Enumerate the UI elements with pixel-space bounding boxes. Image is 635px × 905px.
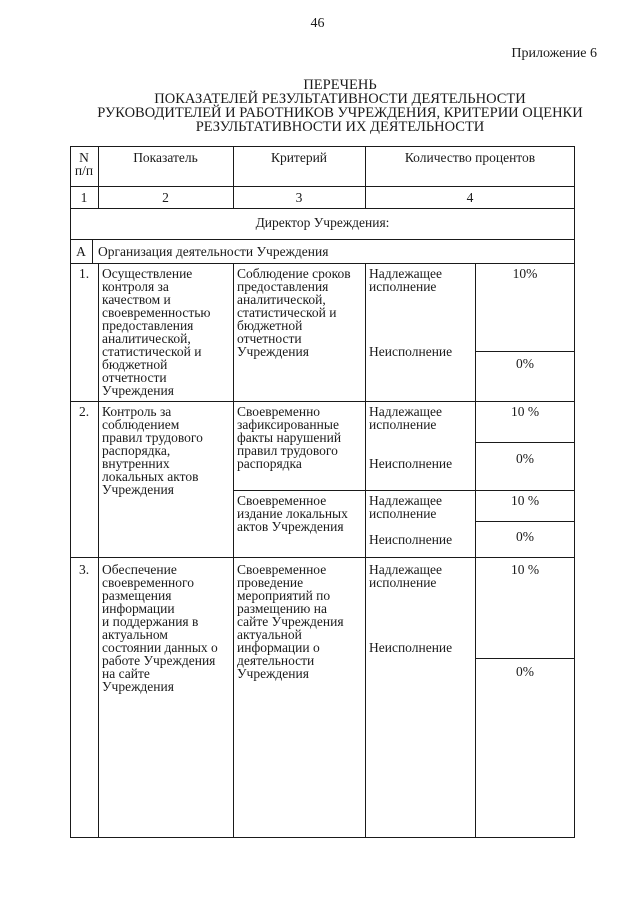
indicator-text: Контроль за соблюдением правил трудового распорядка, внутренних локальных актов Учреждения	[102, 404, 203, 497]
table-border-bottom	[70, 837, 575, 838]
table-rule	[475, 351, 575, 352]
table-rule	[70, 208, 575, 209]
index-cell: 3	[295, 190, 303, 205]
fulfilled-label: Надлежащее исполнение	[369, 266, 443, 294]
not-fulfilled-value: 0%	[516, 451, 534, 466]
fulfilled-value: 10 %	[510, 493, 540, 508]
indicators-table	[70, 146, 575, 838]
row-number: 2.	[78, 404, 90, 419]
criterion-text: Своевременное проведение мероприятий по размещению на сайте Учреждения актуальной информации о деятельности Учреждения	[237, 562, 344, 681]
not-fulfilled-value: 0%	[516, 529, 534, 544]
table-rule	[475, 442, 575, 443]
fulfilled-value: 10 %	[510, 404, 540, 419]
indicator-text: Осуществление контроля за качеством и своевременностью предоставления аналитической, статистической и бюджетной отчетности Учреждения	[102, 266, 211, 398]
heading-line: РУКОВОДИТЕЛЕЙ И РАБОТНИКОВ УЧРЕЖДЕНИЯ, КРИТЕРИИ ОЦЕНКИ	[97, 105, 583, 121]
heading-line: РЕЗУЛЬТАТИВНОСТИ ИХ ДЕЯТЕЛЬНОСТИ	[195, 119, 485, 135]
not-fulfilled-label: Неисполнение	[369, 456, 453, 471]
table-rule	[365, 263, 366, 838]
fulfilled-value: 10%	[512, 266, 538, 281]
not-fulfilled-label: Неисполнение	[369, 532, 453, 547]
table-rule	[98, 263, 99, 838]
not-fulfilled-label: Неисполнение	[369, 344, 453, 359]
group-title: Организация деятельности Учреждения	[98, 244, 329, 259]
index-cell: 2	[162, 190, 169, 205]
not-fulfilled-label: Неисполнение	[369, 640, 453, 655]
table-rule	[70, 557, 575, 558]
table-rule	[233, 490, 575, 491]
fulfilled-value: 10 %	[510, 562, 540, 577]
document-heading	[60, 78, 620, 134]
row-number: 3.	[78, 562, 90, 577]
table-rule	[70, 263, 575, 264]
criterion-text: Своевременно зафиксированные факты нарушений правил трудового распорядка	[237, 404, 342, 471]
table-rule	[70, 186, 575, 187]
heading-line: ПОКАЗАТЕЛЕЙ РЕЗУЛЬТАТИВНОСТИ ДЕЯТЕЛЬНОСТИ	[154, 91, 526, 107]
header-percent: Количество процентов	[404, 150, 536, 165]
table-border-right	[574, 146, 575, 838]
fulfilled-label: Надлежащее исполнение	[369, 493, 443, 521]
index-cell: 1	[80, 190, 88, 205]
group-letter: А	[76, 244, 86, 259]
table-rule	[475, 521, 575, 522]
table-rule	[475, 658, 575, 659]
header-indicator: Показатель	[133, 150, 198, 165]
not-fulfilled-value: 0%	[516, 664, 534, 679]
table-rule	[70, 239, 575, 240]
page-number: 46	[310, 16, 325, 31]
header-criterion: Критерий	[270, 150, 328, 165]
table-rule	[70, 401, 575, 402]
index-cell: 4	[466, 190, 474, 205]
criterion-text: Соблюдение сроков предоставления аналитической, статистической и бюджетной отчетности Учреждения	[237, 266, 351, 359]
section-title: Директор Учреждения:	[255, 215, 390, 230]
fulfilled-label: Надлежащее исполнение	[369, 404, 443, 432]
criterion-text: Своевременное издание локальных актов Учреждения	[237, 493, 348, 534]
row-number: 1.	[78, 266, 90, 281]
header-number: N п/п	[74, 150, 94, 178]
indicator-text: Обеспечение своевременного размещения информации и поддержания в актуальном состоянии данных о работе Учреждения на сайте Учреждения	[102, 562, 218, 694]
table-border-top	[70, 146, 575, 147]
table-rule	[233, 263, 234, 838]
fulfilled-label: Надлежащее исполнение	[369, 562, 443, 590]
table-rule	[475, 263, 476, 838]
table-rule	[92, 239, 93, 263]
appendix-label: Приложение 6	[511, 46, 597, 61]
heading-line: ПЕРЕЧЕНЬ	[303, 77, 377, 93]
not-fulfilled-value: 0%	[516, 356, 534, 371]
